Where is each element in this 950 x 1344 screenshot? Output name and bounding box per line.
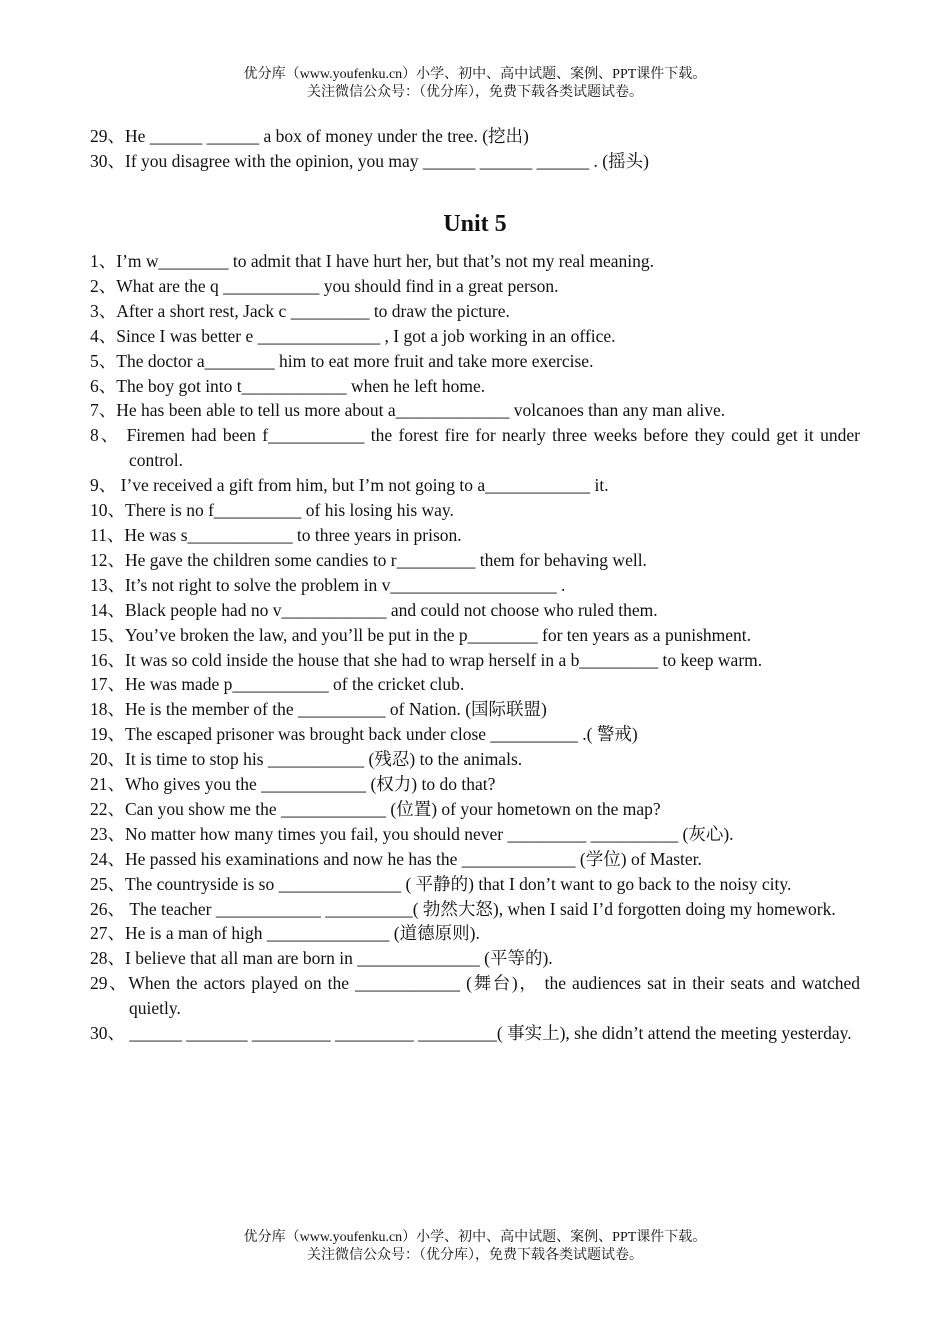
page-header	[0, 66, 950, 102]
exercise-item: 13、It’s not right to solve the problem in v___________________ .	[90, 574, 566, 595]
exercise-item: 6、The boy got into t____________ when he left home.	[90, 375, 486, 396]
exercise-item: 3、After a short rest, Jack c _________ to draw the picture.	[90, 300, 510, 321]
exercise-item: 16、It was so cold inside the house that she had to wrap herself in a b_________ to keep warm.	[90, 649, 763, 670]
exercise-item: 1、I’m w________ to admit that I have hurt her, but that’s not my real meaning.	[90, 251, 655, 271]
exercise-item: 19、The escaped prisoner was brought back under close __________ .( 警戒)	[90, 724, 638, 745]
exercise-item: 21、Who gives you the ____________ (权力) to do that?	[90, 774, 496, 795]
exercise-item: 30、 ______ _______ _________ _________ _________( 事实上), she didn’t attend the meeting yesterday.	[90, 1023, 852, 1044]
exercise-item: 5、The doctor a________ him to eat more fruit and take more exercise.	[90, 350, 594, 371]
exercise-item: 24、He passed his examinations and now he has the _____________ (学位) of Master.	[90, 848, 702, 869]
header-line-2: 关注微信公众号：（优分库），免费下载各类试题试卷。	[307, 85, 643, 100]
exercise-item: 22、Can you show me the ____________ (位置) of your hometown on the map?	[90, 798, 661, 819]
exercise-item: 15、You’ve broken the law, and you’ll be put in the p________ for ten years as a punishment.	[90, 624, 751, 645]
exercise-item: 11、He was s____________ to three years in prison.	[90, 524, 462, 545]
exercise-item: 9、 I’ve received a gift from him, but I’m not going to a____________ it.	[90, 475, 609, 496]
exercise-item: 25、The countryside is so ______________ ( 平静的) that I don’t want to go back to the noisy city.	[90, 873, 792, 894]
exercise-item: 23、No matter how many times you fail, you should never _________ __________ (灰心).	[90, 823, 734, 844]
exercise-item: 17、He was made p___________ of the cricket club.	[90, 674, 465, 695]
exercise-item: 29、When the actors played on the ____________ (舞台)， the audiences sat in their seats and watched quietly.	[90, 973, 860, 1019]
exercise-item: 4、Since I was better e ______________ , I got a job working in an office.	[90, 325, 616, 346]
exercise-item: 18、He is the member of the __________ of Nation. (国际联盟)	[90, 699, 547, 720]
exercise-item: 20、It is time to stop his ___________ (残忍) to the animals.	[90, 749, 523, 770]
footer-line-2: 关注微信公众号：（优分库），免费下载各类试题试卷。	[307, 1248, 643, 1263]
exercise-item: 26、 The teacher ____________ __________( 勃然大怒), when I said I’d forgotten doing my homework.	[90, 898, 836, 919]
exercise-item: 28、I believe that all man are born in ______________ (平等的).	[90, 948, 553, 969]
exercise-item: 14、Black people had no v____________ and could not choose who ruled them.	[90, 599, 658, 620]
exercise-item: 29、He ______ ______ a box of money under the tree. (挖出)	[90, 126, 529, 146]
exercise-item: 10、There is no f__________ of his losing his way.	[90, 500, 454, 521]
exercise-item: 12、He gave the children some candies to r_________ them for behaving well.	[90, 549, 647, 570]
exercise-item: 2、What are the q ___________ you should find in a great person.	[90, 275, 559, 296]
footer-line-1: 优分库（www.youfenku.cn）小学、初中、高中试题、案例、PPT课件下载。	[243, 1230, 707, 1245]
previous-unit-items	[90, 124, 860, 174]
unit-title: Unit 5	[443, 211, 507, 237]
page-footer	[0, 1229, 950, 1265]
exercise-list	[90, 249, 860, 1046]
exercise-item: 30、If you disagree with the opinion, you may ______ ______ ______ . (摇头)	[90, 150, 649, 171]
exercise-item: 7、He has been able to tell us more about a_____________ volcanoes than any man alive.	[90, 400, 726, 421]
exercise-item: 27、He is a man of high ______________ (道德原则).	[90, 923, 480, 944]
exercise-item: 8、 Firemen had been f___________ the forest fire for nearly three weeks before they could get it under control.	[90, 425, 860, 471]
header-line-1: 优分库（www.youfenku.cn）小学、初中、高中试题、案例、PPT课件下载。	[243, 67, 707, 82]
